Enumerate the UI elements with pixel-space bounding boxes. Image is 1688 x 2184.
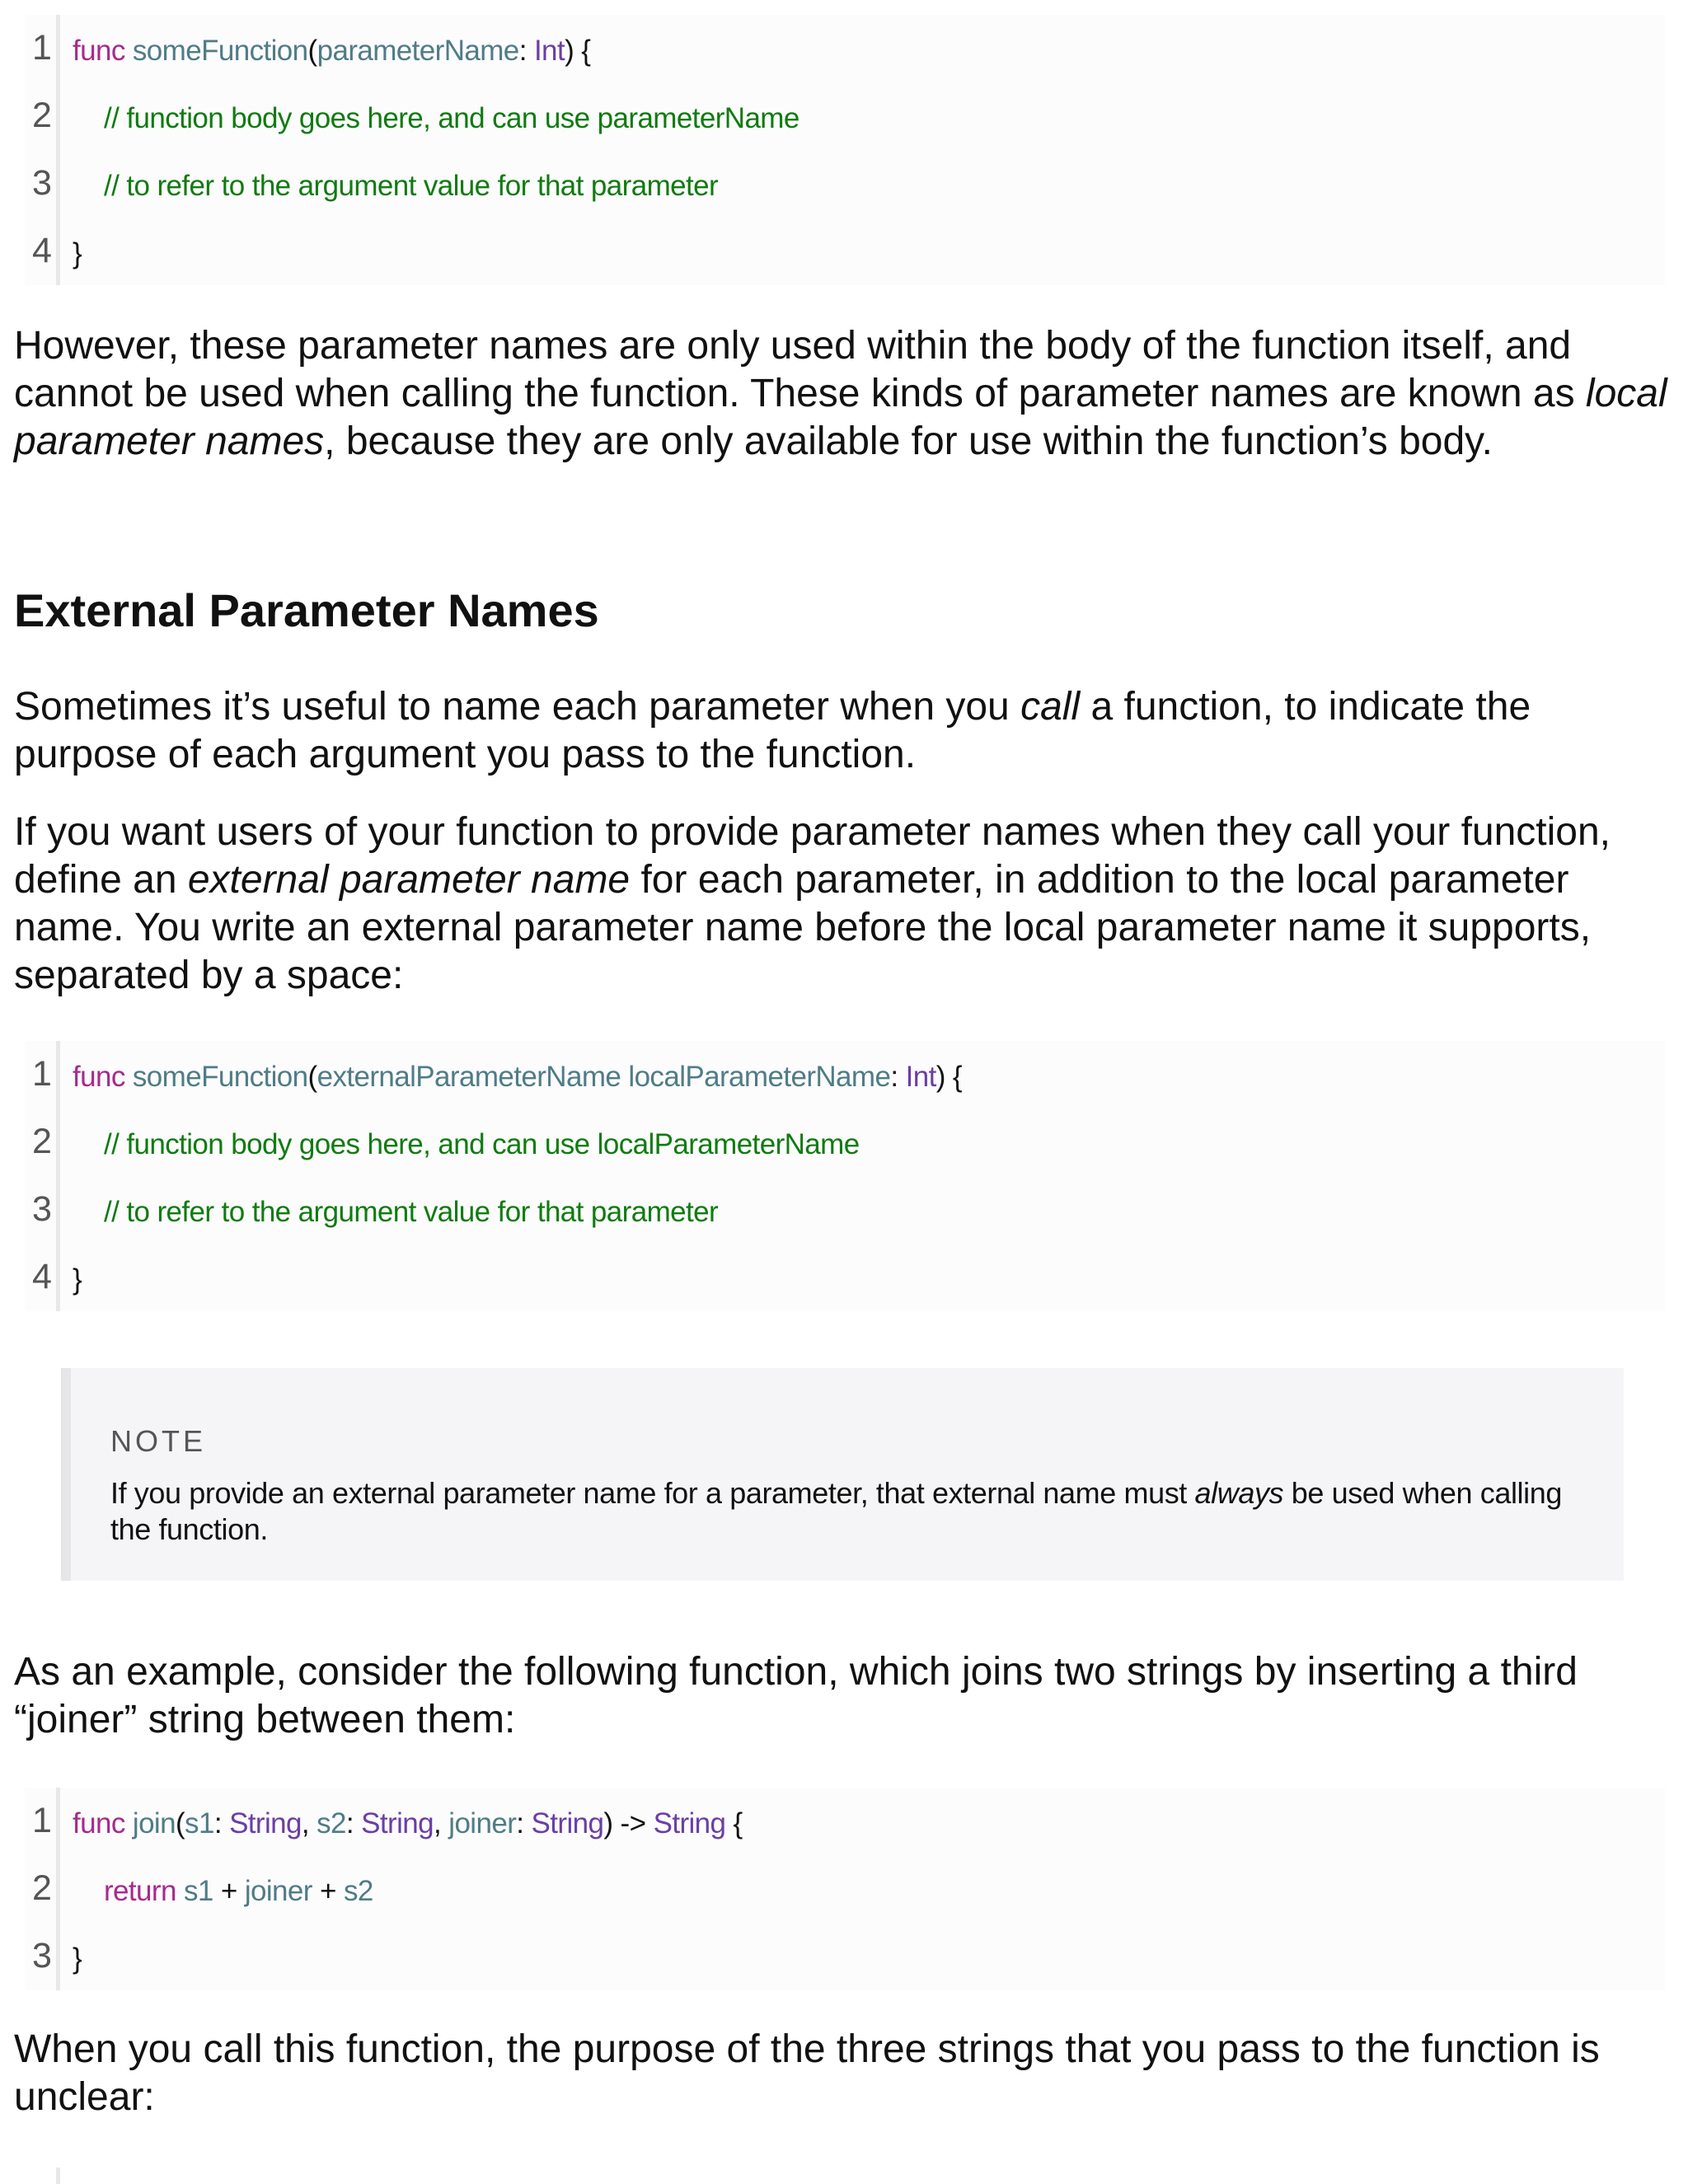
code-text: return s1 + joiner + s2: [104, 1875, 373, 1907]
code-line: [25, 15, 1665, 82]
code-comment: // to refer to the argument value for that parameter: [104, 170, 719, 202]
code-line: [25, 82, 1665, 150]
note-body: If you provide an external parameter name for a parameter, that external name must always be used when calling the function.: [110, 1476, 1562, 1546]
gutter-bar: [56, 1788, 60, 1855]
code-block-external-params: [25, 1041, 1665, 1311]
gutter-bar: [56, 15, 60, 82]
line-number: 4: [32, 231, 52, 270]
paragraph-if-you-want: If you want users of your function to provide parameter names when they call your function, define an external parameter name for each parameter, in addition to the local parameter name. You write an external parameter name before the local parameter name it supports, separated by a space:: [14, 810, 1611, 997]
code-comment: // to refer to the argument value for that parameter: [104, 1196, 719, 1228]
gutter-bar: [56, 218, 60, 285]
code-line: [25, 1041, 1665, 1108]
code-text: func join(s1: String, s2: String, joiner: String) -> String {: [73, 1807, 743, 1840]
note-title: NOTE: [110, 1424, 207, 1458]
code-block-join-function: [25, 1788, 1665, 1990]
code-block-local-params: [25, 15, 1665, 285]
line-number: 1: [32, 1054, 52, 1094]
code-line: [25, 1244, 1665, 1311]
gutter-bar: [56, 82, 60, 150]
line-number: 3: [32, 1936, 52, 1975]
line-number: 3: [32, 163, 52, 203]
line-number: 1: [32, 28, 52, 68]
code-line: [25, 1923, 1665, 1990]
code-comment: // function body goes here, and can use localParameterName: [104, 1128, 860, 1160]
note-box: [61, 1368, 1624, 1581]
paragraph-sometimes: Sometimes it’s useful to name each parameter when you call a function, to indicate the purpose of each argument you pass to the function.: [14, 685, 1531, 776]
line-number: 2: [32, 1868, 52, 1908]
code-block-partial-gutter: [56, 2168, 60, 2184]
code-text: func someFunction(externalParameterName localParameterName: Int) {: [73, 1061, 962, 1093]
code-text: func someFunction(parameterName: Int) {: [73, 35, 591, 67]
code-line: [25, 218, 1665, 285]
line-number: 1: [32, 1801, 52, 1840]
gutter-bar: [56, 150, 60, 218]
line-number: 2: [32, 1122, 52, 1161]
line-number: 3: [32, 1189, 52, 1229]
code-text: }: [73, 237, 82, 269]
code-line: [25, 1788, 1665, 1855]
line-number: 2: [32, 96, 52, 135]
code-line: [25, 150, 1665, 218]
code-text: }: [73, 1263, 82, 1296]
code-line: [25, 1108, 1665, 1176]
code-comment: // function body goes here, and can use parameterName: [104, 102, 799, 134]
gutter-bar: [56, 1923, 60, 1990]
gutter-bar: [56, 1244, 60, 1311]
gutter-bar: [56, 1855, 60, 1923]
line-number: 4: [32, 1257, 52, 1296]
paragraph-when-you-call: When you call this function, the purpose of the three strings that you pass to the function is unclear:: [14, 2027, 1600, 2119]
section-heading: External Parameter Names: [14, 584, 599, 636]
paragraph-example: As an example, consider the following function, which joins two strings by inserting a third “joiner” string between them:: [14, 1650, 1578, 1741]
gutter-bar: [56, 1108, 60, 1176]
code-line: [25, 1855, 1665, 1923]
gutter-bar: [56, 1176, 60, 1244]
paragraph-local-parameter-names: However, these parameter names are only used within the body of the function itself, and cannot be used when calling the function. These kinds of parameter names are known as local parameter names, because they are only available for use within the function’s body.: [14, 324, 1667, 463]
gutter-bar: [56, 1041, 60, 1108]
code-text: }: [73, 1943, 82, 1975]
code-line: [25, 1176, 1665, 1244]
